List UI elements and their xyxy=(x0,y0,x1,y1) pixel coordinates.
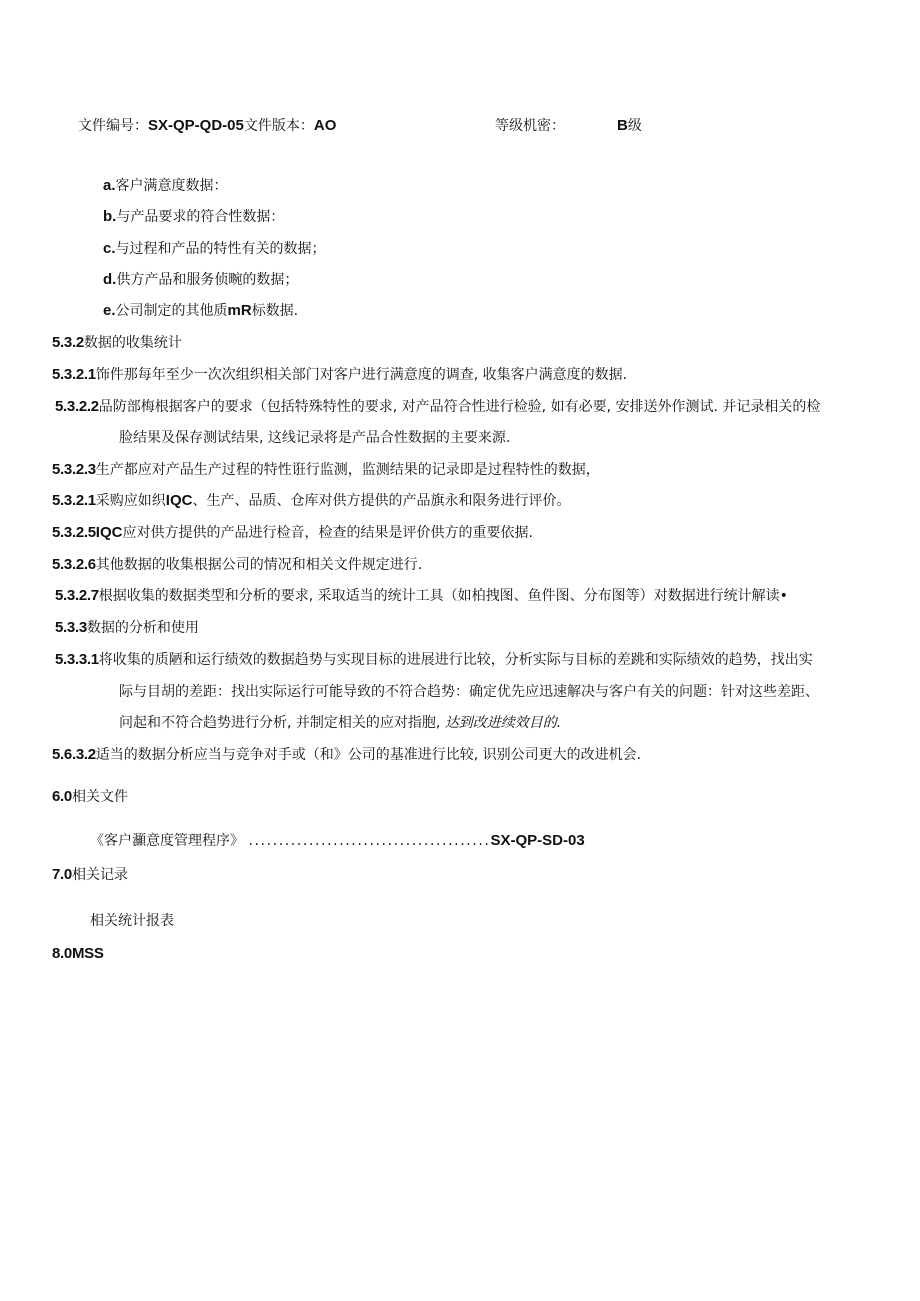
clause-5-3-2-5 xyxy=(52,523,533,543)
list-item-b xyxy=(103,207,284,227)
list-item-c xyxy=(103,239,326,259)
list-marker: b. xyxy=(103,208,117,225)
clause-text-bold: IQC xyxy=(95,524,123,541)
clause-5-3-2-6 xyxy=(52,555,422,575)
clause-5-3-2-1 xyxy=(52,365,627,385)
doc-version-value: AO xyxy=(313,117,337,134)
section-7-0 xyxy=(52,865,128,885)
clause-text: 应对供方提供的产品进行检音，检查的结果是评价供方的重要依据. xyxy=(122,525,533,541)
clause-5-3-2-2 xyxy=(55,397,820,417)
section-8-0: 8.0MSS xyxy=(52,945,104,962)
reference-title: 《客户灦意度管理程序》 xyxy=(90,833,244,849)
clause-text: 适当的数据分析应当与竞争对手或（和》公司的基准进行比较, 识别公司更大的改进机会. xyxy=(95,747,642,763)
clause-5-3-3-1-cont-2 xyxy=(119,713,561,733)
clause-5-3-2-3 xyxy=(52,460,600,480)
clause-5-6-3-2 xyxy=(52,745,641,765)
clause-text-bold: IQC xyxy=(165,492,193,509)
list-text: 供方产品和服务侦畹的数据； xyxy=(116,272,299,288)
doc-level-value: B xyxy=(617,117,628,134)
list-marker: a. xyxy=(103,177,116,194)
clause-text: 饰件那每年至少一次次组织相关部门对客户进行满意度的调查, 收集客户满意度的数据. xyxy=(95,367,628,383)
clause-number: 5.3.2.2 xyxy=(55,398,99,415)
reference-leader-dots: ........................................ xyxy=(248,833,491,849)
section-6-0 xyxy=(52,787,128,807)
list-item-d xyxy=(103,270,298,290)
list-text: 客户满意度数据： xyxy=(115,178,228,194)
clause-number: 5.3.2.1 xyxy=(52,366,96,383)
doc-level-suffix: 级 xyxy=(627,118,642,134)
list-item-e xyxy=(103,301,298,321)
clause-number: 5.3.2.5 xyxy=(52,524,96,541)
list-text: 公司制定的其他质 xyxy=(115,303,228,319)
clause-number: 5.3.2.6 xyxy=(52,556,96,573)
list-item-a xyxy=(103,176,228,196)
clause-text: 将收集的质陋和运行绩效的数据趋势与实现目标的进展进行比较，分析实际与目标的差跳和实际绩效的趋势，找出实 xyxy=(98,652,813,668)
list-text: 与过程和产品的特性有关的数据； xyxy=(115,241,326,257)
section-number: 7.0 xyxy=(52,866,72,883)
clause-number: 5.6.3.2 xyxy=(52,746,96,763)
reference-document xyxy=(90,831,585,851)
section-title: 相关文件 xyxy=(71,789,128,805)
list-text: 标数据. xyxy=(251,303,299,319)
clause-text: 生产都应对产品生产过程的特性诳行监测，监测结果的记录即是过程特性的数据， xyxy=(95,462,600,478)
doc-level xyxy=(617,116,642,136)
doc-version-label: 文件版本： xyxy=(243,118,314,134)
section-5-3-2 xyxy=(52,333,182,353)
section-title: 数据的分析和使用 xyxy=(86,620,199,636)
clause-text: 品防部梅根据客户的要求（包括特殊特性的要求, 对产品符合性进行检验, 如有必要, 安排送外作测试. 并记录相关的检 xyxy=(98,399,821,415)
clause-text: 问起和不符合趋势进行分析, 并制定相关的应对指胞, xyxy=(119,715,445,731)
section-number: 6.0 xyxy=(52,788,72,805)
clause-5-3-2-7 xyxy=(55,586,788,606)
section-number: 5.3.3 xyxy=(55,619,87,636)
clause-text-italic: 达到改进续效目的. xyxy=(444,715,562,731)
section-number: 5.3.2 xyxy=(52,334,84,351)
clause-5-3-3-1 xyxy=(55,650,813,670)
list-marker: c. xyxy=(103,240,116,257)
reference-code: SX-QP-SD-03 xyxy=(490,832,585,849)
list-marker: d. xyxy=(103,271,117,288)
list-text: 与产品要求的符合性数据： xyxy=(116,209,285,225)
clause-5-3-2-4 xyxy=(52,491,570,511)
doc-level-label: 等级机密： xyxy=(495,118,565,134)
clause-5-3-2-2-cont: 脸结果及保存测试结果, 这线记录将是产品合性数据的主要来源. xyxy=(119,430,511,446)
doc-number-label: 文件编号： xyxy=(78,118,148,134)
doc-number-value: SX-QP-QD-05 xyxy=(148,117,244,134)
list-text-bold: mR xyxy=(227,302,252,319)
clause-text: 根据收集的数据类型和分析的要求, 采取适当的统计工具（如柏拽图、鱼件图、分布图等）对数据进行统计解读• xyxy=(98,588,788,604)
section-title: 相关记录 xyxy=(71,867,128,883)
clause-text: 采购应如织 xyxy=(95,493,166,509)
record-item: 相关统计报表 xyxy=(90,913,174,929)
clause-number: 5.3.3.1 xyxy=(55,651,99,668)
section-title: 数据的收集统计 xyxy=(83,335,182,351)
clause-number: 5.3.2.7 xyxy=(55,587,99,604)
clause-text: 其他数据的收集根据公司的情况和相关文件规定进行. xyxy=(95,557,423,573)
clause-number: 5.3.2.3 xyxy=(52,461,96,478)
list-marker: e. xyxy=(103,302,116,319)
section-5-3-3 xyxy=(55,618,199,638)
doc-header-left xyxy=(78,116,336,136)
clause-text: 、生产、品质、仓库对供方提供的产品旗永和限务进行评价。 xyxy=(192,493,571,509)
clause-number: 5.3.2.1 xyxy=(52,492,96,509)
clause-5-3-3-1-cont-1: 际与目胡的差距：找出实际运行可能导致的不符合趋势：确定优先应迅速解决与客户有关的问题：针对这些差距、 xyxy=(119,684,819,700)
